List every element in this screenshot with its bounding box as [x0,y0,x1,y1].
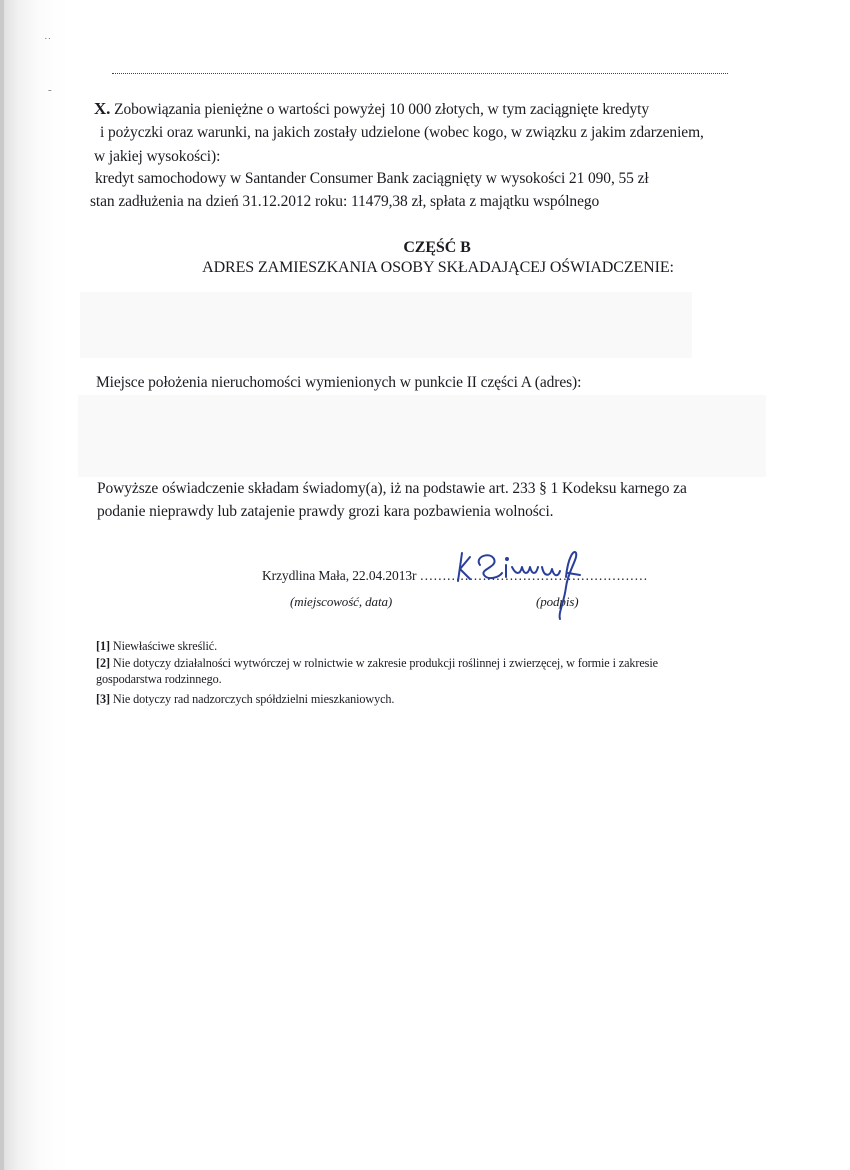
footnote-3 [96,692,394,707]
footnote-2 [96,656,658,671]
declaration-line2: podanie nieprawdy lub zatajenie prawdy grozi kara pozbawienia wolności. [97,503,554,520]
section-x-line3: w jakiej wysokości): [94,148,221,165]
section-x-line1 [94,99,649,119]
declaration-line1: Powyższe oświadczenie składam świadomy(a), iż na podstawie art. 233 § 1 Kodeksu karnego za [97,480,687,497]
footnote-1 [96,639,217,654]
place-date-caption: (miejscowość, data) [290,594,393,609]
part-b-subheading: ADRES ZAMIESZKANIA OSOBY SKŁADAJĄCEJ OŚWIADCZENIE: [202,259,674,276]
section-x-line2: i pożyczki oraz warunki, na jakich zostały udzielone (wobec kogo, w związku z jakim zdarzeniem, [100,124,704,141]
footnote-3-text: Nie dotyczy rad nadzorczych spółdzielni mieszkaniowych. [112,692,395,706]
part-b-heading: CZĘŚĆ B [403,239,471,256]
property-location-label: Miejsce położenia nieruchomości wymienionych w punkcie II części A (adres): [96,374,582,391]
place-date: Krzydlina Mała, 22.04.2013r …………………………………………… [262,568,648,583]
footnote-1-marker: [1] [96,639,110,653]
signature-caption: (podpis) [536,594,579,609]
section-x-debt-status: stan zadłużenia na dzień 31.12.2012 roku: 11479,38 zł, spłata z majątku wspólnego [90,193,600,210]
redacted-address [80,292,692,358]
section-x-loan-detail: kredyt samochodowy w Santander Consumer Bank zaciągnięty w wysokości 21 090, 55 zł [95,170,649,187]
section-x-text-1: Zobowiązania pieniężne o wartości powyżej 10 000 złotych, w tym zaciągnięte kredyty [114,101,649,118]
scan-speck: ˙˙ [44,36,52,48]
footnote-2-continued: gospodarstwa rodzinnego. [96,672,222,686]
handwritten-signature [440,547,600,627]
footnote-2-text: Nie dotyczy działalności wytwórczej w rolnictwie w zakresie produkcji roślinnej i zwierzęcej, w formie i zakresie [112,656,658,670]
footnote-3-marker: [3] [96,692,110,706]
dotted-separator [112,72,728,74]
scan-edge-shadow [0,0,4,1170]
section-x-label: X. [94,99,111,118]
footnote-1-text: Niewłaściwe skreślić. [112,639,218,653]
scan-speck: - [48,84,52,96]
redacted-property-address [78,395,766,477]
footnote-2-marker: [2] [96,656,110,670]
